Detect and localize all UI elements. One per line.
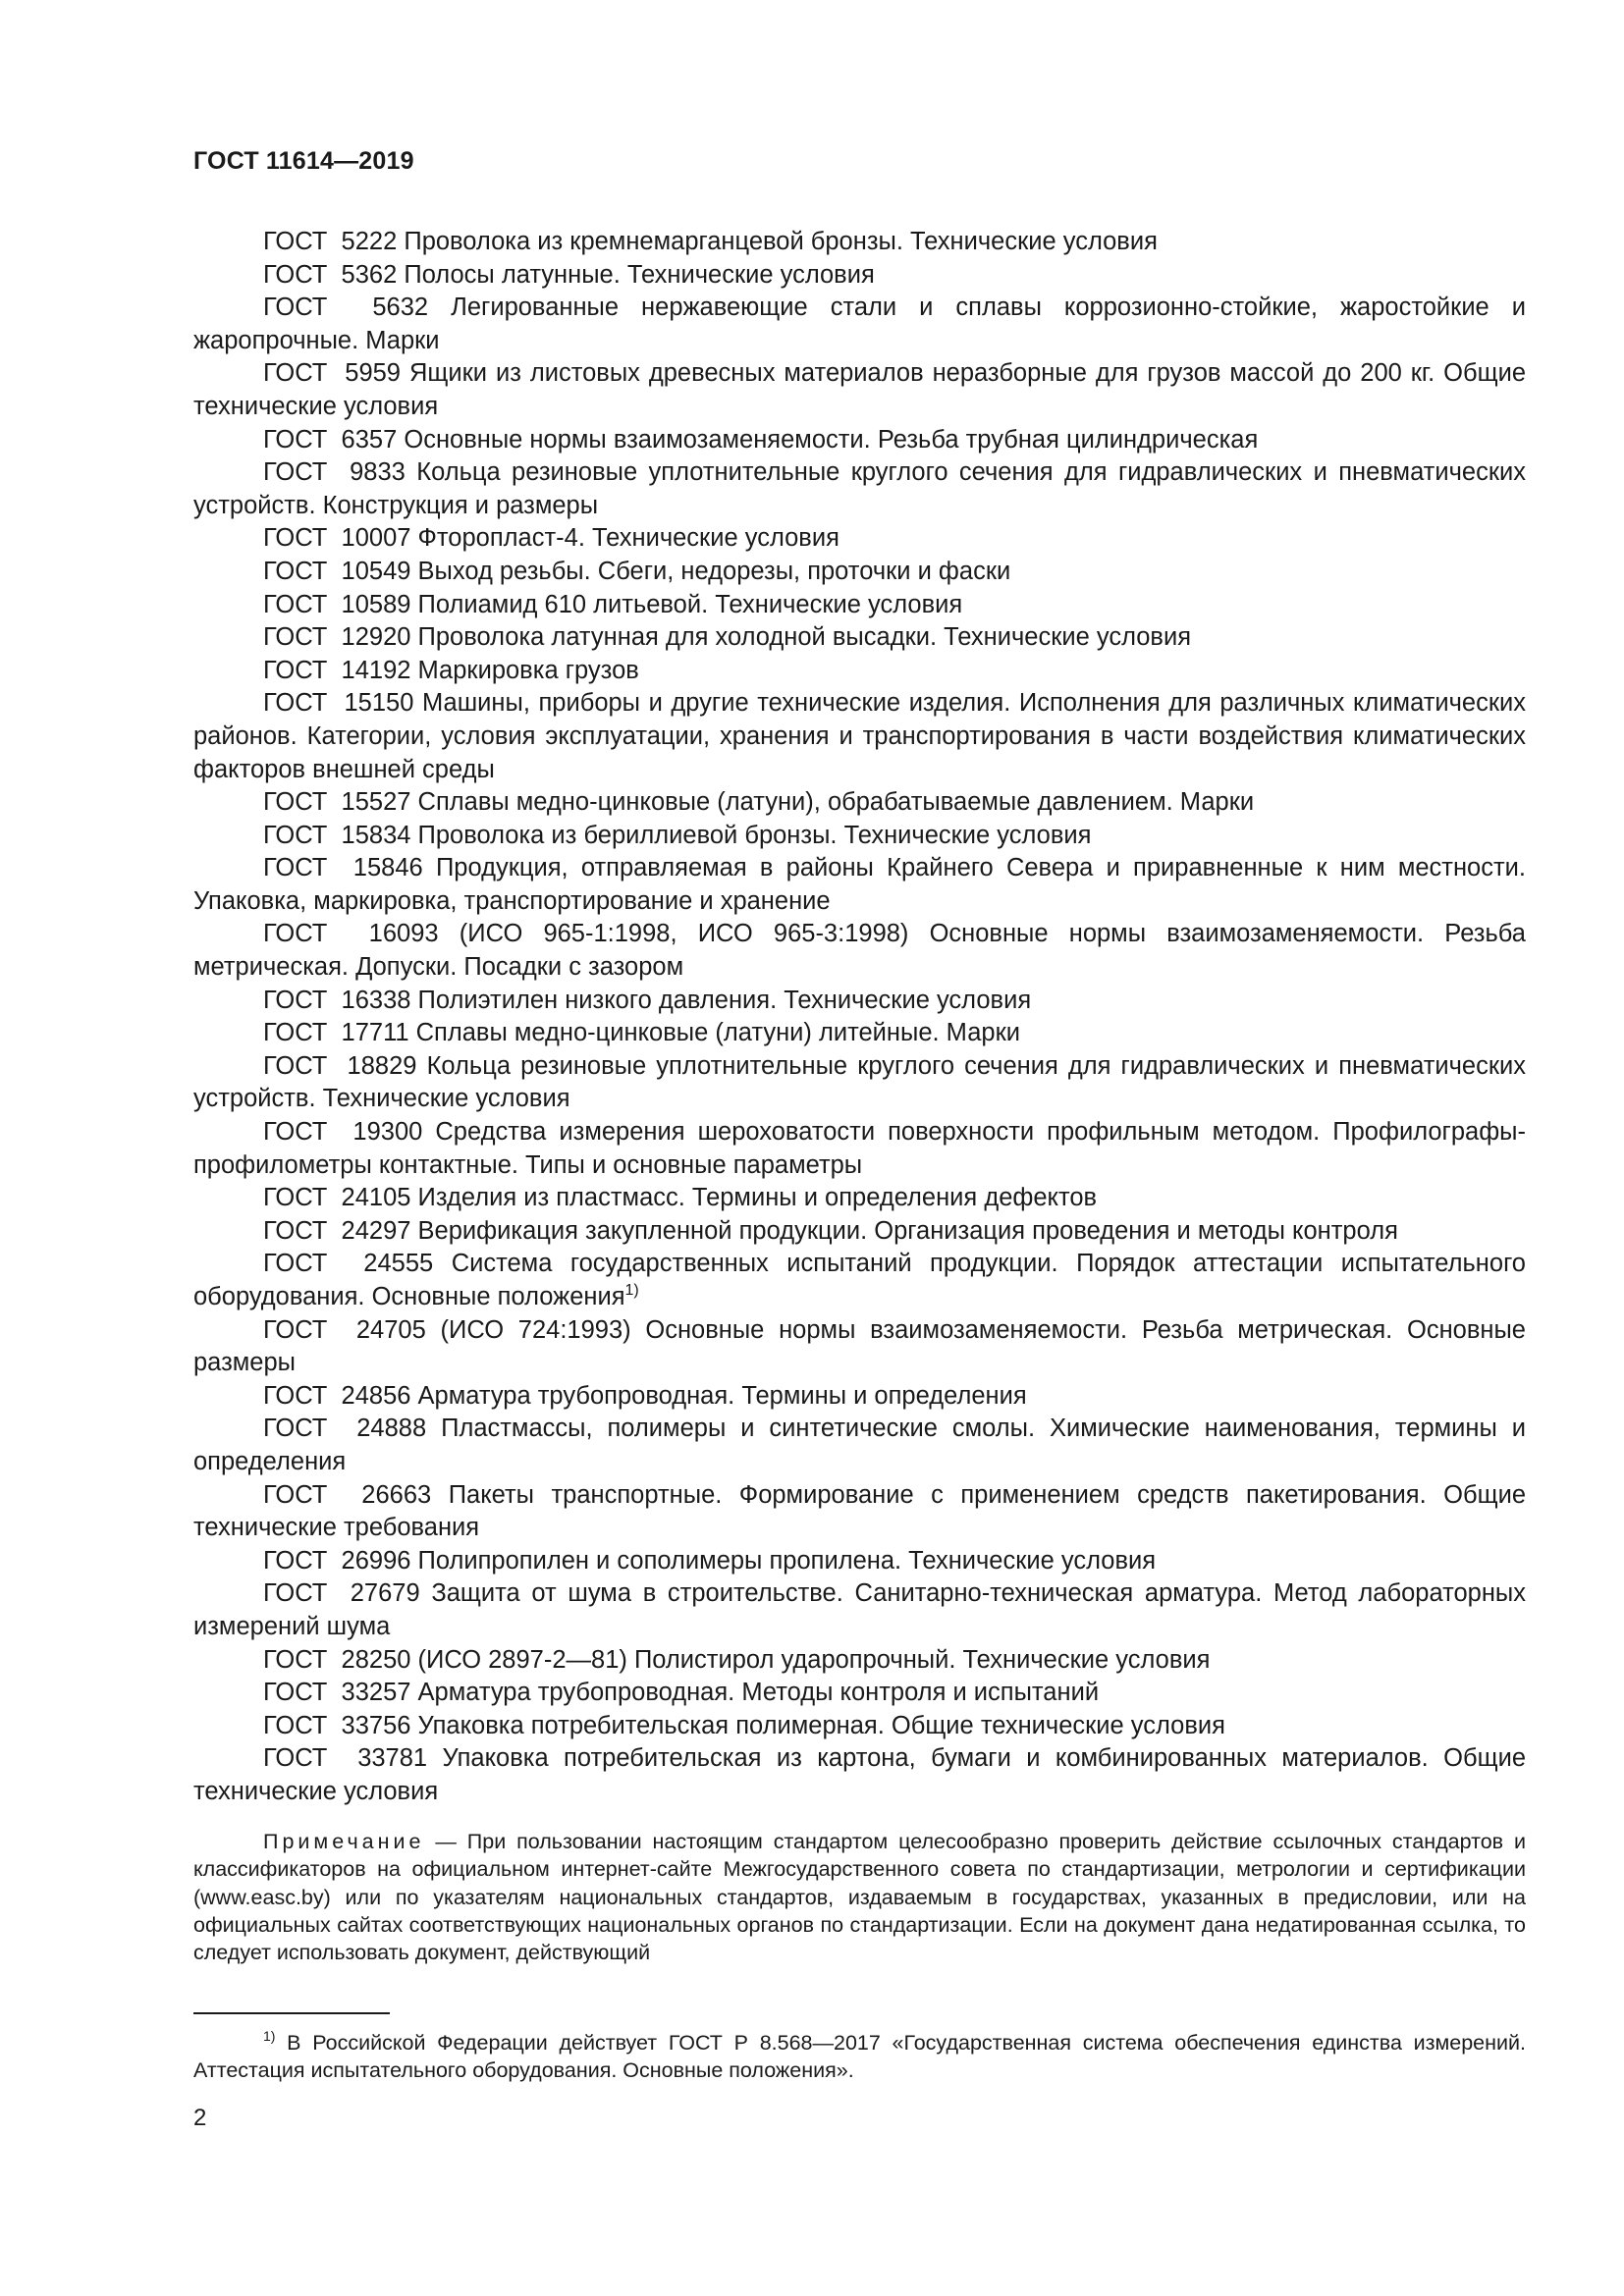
reference-item <box>193 786 1526 820</box>
reference-title: Кольца резиновые уплотнительные круглого сечения для гидравлических и пневматических устройств. Конструкция и размеры <box>193 458 1526 519</box>
reference-item <box>193 985 1526 1018</box>
reference-title: (ИСО 724:1993) Основные нормы взаимозаменяемости. Резьба метрическая. Основные размеры <box>193 1315 1526 1377</box>
reference-code: ГОСТ 5959 <box>263 359 401 388</box>
reference-code: ГОСТ 9833 <box>263 458 406 487</box>
reference-code: ГОСТ 16338 <box>263 986 411 1014</box>
reference-title: Машины, приборы и другие технические изделия. Исполнения для различных климатических районов. Категории, условия эксплуатации, хранения и транспортирования в части воздействия климатических факторов внешней среды <box>193 689 1527 783</box>
reference-code: ГОСТ 27679 <box>263 1579 420 1608</box>
reference-item <box>193 1050 1526 1116</box>
reference-code: ГОСТ 10549 <box>263 557 411 585</box>
normative-references-list <box>193 226 1526 1809</box>
reference-item <box>193 655 1526 688</box>
reference-item <box>193 1314 1526 1380</box>
reference-item <box>193 687 1526 786</box>
reference-code: ГОСТ 15527 <box>263 788 411 817</box>
reference-item <box>193 1644 1526 1678</box>
reference-code: ГОСТ 5222 <box>263 228 398 255</box>
reference-item <box>193 918 1526 984</box>
reference-title: Проволока из бериллиевой бронзы. Технические условия <box>417 821 1092 849</box>
reference-title: Пластмассы, полимеры и синтетические смолы. Химические наименования, термины и определения <box>193 1415 1526 1475</box>
reference-item <box>193 292 1526 357</box>
reference-title: Изделия из пластмасс. Термины и определения дефектов <box>417 1184 1098 1212</box>
reference-code: ГОСТ 15846 <box>263 854 423 882</box>
reference-item <box>193 456 1526 522</box>
reference-code: ГОСТ 19300 <box>263 1118 423 1147</box>
reference-title: Полиэтилен низкого давления. Технические условия <box>417 986 1032 1014</box>
reference-code: ГОСТ 28250 <box>263 1645 411 1674</box>
reference-code: ГОСТ 24888 <box>263 1415 427 1443</box>
footnote <box>193 2029 1526 2085</box>
footnote-separator <box>193 2012 390 2014</box>
reference-item <box>193 522 1526 556</box>
reference-title: Упаковка потребительская полимерная. Общие технические условия <box>417 1711 1225 1739</box>
reference-title: Сплавы медно-цинковые (латуни), обрабатываемые давлением. Марки <box>417 788 1255 817</box>
reference-title: Легированные нержавеющие стали и сплавы коррозионно-стойкие, жаростойкие и жаропрочные. Марки <box>193 294 1526 354</box>
reference-title: Упаковка потребительская из картона, бумаги и комбинированных материалов. Общие технические условия <box>193 1744 1527 1805</box>
reference-code: ГОСТ 24705 <box>263 1315 426 1344</box>
reference-title: Проволока латунная для холодной высадки. Технические условия <box>417 623 1192 652</box>
reference-code: ГОСТ 26663 <box>263 1480 432 1509</box>
reference-code: ГОСТ 24297 <box>263 1216 411 1245</box>
reference-code: ГОСТ 33257 <box>263 1679 411 1707</box>
reference-item <box>193 1479 1526 1545</box>
reference-code: ГОСТ 5632 <box>263 294 429 322</box>
reference-title: Основные нормы взаимозаменяемости. Резьба трубная цилиндрическая <box>404 425 1259 454</box>
reference-title: Средства измерения шероховатости поверхности профильным методом. Профилографы-профилометры контактные. Типы и основные параметры <box>193 1118 1527 1179</box>
reference-item <box>193 820 1526 853</box>
footnote-reference-mark: 1) <box>624 1282 639 1299</box>
reference-title: Выход резьбы. Сбеги, недорезы, проточки и фаски <box>417 557 1011 585</box>
reference-item <box>193 1710 1526 1743</box>
note-paragraph <box>193 1828 1526 1966</box>
reference-code: ГОСТ 5362 <box>263 260 398 289</box>
reference-code: ГОСТ 10589 <box>263 590 411 618</box>
reference-title: Верификация закупленной продукции. Организация проведения и методы контроля <box>417 1216 1398 1245</box>
reference-title: Проволока из кремнемарганцевой бронзы. Технические условия <box>404 228 1158 255</box>
reference-code: ГОСТ 6357 <box>263 425 398 454</box>
reference-title: Арматура трубопроводная. Термины и определения <box>417 1381 1027 1410</box>
reference-title: Фторопласт-4. Технические условия <box>417 524 839 553</box>
reference-item <box>193 1742 1526 1808</box>
reference-title: (ИСО 2897-2—81) Полистирол ударопрочный. Технические условия <box>417 1645 1211 1674</box>
reference-code: ГОСТ 18829 <box>263 1051 417 1080</box>
reference-code: ГОСТ 16093 <box>263 920 439 948</box>
reference-code: ГОСТ 24555 <box>263 1250 434 1278</box>
reference-title: Полипропилен и сополимеры пропилена. Технические условия <box>417 1546 1157 1575</box>
reference-code: ГОСТ 12920 <box>263 623 411 652</box>
note-label: Примечание <box>263 1830 425 1853</box>
reference-code: ГОСТ 14192 <box>263 656 411 684</box>
footnote-mark: 1) <box>263 2028 276 2044</box>
reference-item <box>193 424 1526 457</box>
reference-item <box>193 226 1526 259</box>
reference-title: Полиамид 610 литьевой. Технические условия <box>417 590 963 618</box>
reference-item <box>193 621 1526 655</box>
reference-title: Кольца резиновые уплотнительные круглого сечения для гидравлических и пневматических устройств. Технические условия <box>193 1051 1526 1113</box>
document-header: ГОСТ 11614—2019 <box>193 147 414 175</box>
reference-code: ГОСТ 33781 <box>263 1744 428 1773</box>
reference-code: ГОСТ 17711 <box>263 1019 409 1047</box>
reference-title: Маркировка грузов <box>417 656 639 684</box>
reference-item <box>193 1248 1526 1313</box>
reference-item <box>193 556 1526 589</box>
reference-item <box>193 1577 1526 1643</box>
reference-code: ГОСТ 26996 <box>263 1546 411 1575</box>
page-number: 2 <box>193 2105 207 2131</box>
reference-title: Арматура трубопроводная. Методы контроля и испытаний <box>417 1679 1100 1707</box>
reference-code: ГОСТ 33756 <box>263 1711 411 1739</box>
reference-code: ГОСТ 15834 <box>263 821 411 849</box>
reference-item <box>193 1677 1526 1710</box>
reference-item <box>193 1182 1526 1215</box>
reference-title: (ИСО 965-1:1998, ИСО 965-3:1998) Основные нормы взаимозаменяемости. Резьба метрическая. Допуски. Посадки с зазором <box>193 920 1526 982</box>
reference-item <box>193 589 1526 622</box>
reference-title: Пакеты транспортные. Формирование с применением средств пакетирования. Общие технические требования <box>193 1480 1527 1542</box>
reference-item <box>193 1380 1526 1414</box>
reference-item <box>193 1413 1526 1478</box>
reference-title: Сплавы медно-цинковые (латуни) литейные. Марки <box>415 1019 1020 1047</box>
reference-item <box>193 1017 1526 1050</box>
note-text: — При пользовании настоящим стандартом целесообразно проверить действие ссылочных стандартов и классификаторов на официальном интернет-сайте Межгосударственного совета по стандартизации, метрологии и сертификации (www.easc.by) или по указателям национальных стандартов, издаваемым в государствах, указанных в предисловии, или на официальных сайтах соответствующих национальных органов по стандартизации. Если на документ дана недатированная ссылка, то следует использовать документ, действующий <box>193 1830 1526 1965</box>
reference-item <box>193 852 1526 918</box>
reference-code: ГОСТ 24856 <box>263 1381 411 1410</box>
reference-code: ГОСТ 24105 <box>263 1184 411 1212</box>
reference-item <box>193 1116 1526 1182</box>
reference-item <box>193 1545 1526 1578</box>
reference-title: Защита от шума в строительстве. Санитарно-техническая арматура. Метод лабораторных измерений шума <box>193 1579 1526 1640</box>
reference-code: ГОСТ 15150 <box>263 689 414 718</box>
reference-title: Полосы латунные. Технические условия <box>404 260 875 289</box>
reference-item <box>193 259 1526 293</box>
reference-title: Система государственных испытаний продукции. Порядок аттестации испытательного оборудования. Основные положения <box>193 1250 1526 1310</box>
reference-title: Ящики из листовых древесных материалов неразборные для грузов массой до 200 кг. Общие технические условия <box>193 359 1526 420</box>
reference-code: ГОСТ 10007 <box>263 524 411 553</box>
reference-title: Продукция, отправляемая в районы Крайнего Севера и приравненные к ним местности. Упаковка, маркировка, транспортирование и хранение <box>193 854 1526 915</box>
reference-item <box>193 1215 1526 1249</box>
footnote-text: В Российской Федерации действует ГОСТ Р 8.568—2017 «Государственная система обеспечения единства измерений. Аттестация испытательного оборудования. Основные положения». <box>193 2031 1526 2083</box>
reference-item <box>193 357 1526 423</box>
